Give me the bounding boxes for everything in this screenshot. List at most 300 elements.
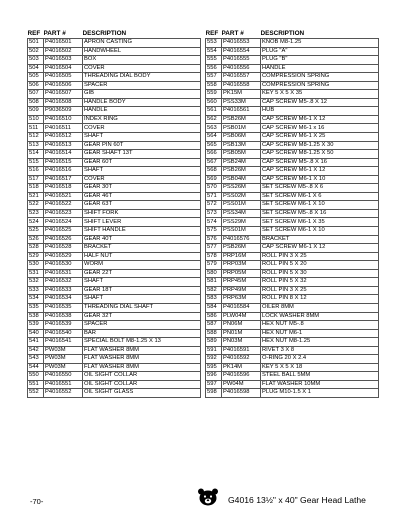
- description-cell: SET SCREW M5-.8 X 6: [261, 184, 379, 193]
- description-cell: ROLL PIN 8 X 12: [261, 295, 379, 304]
- part-number-cell: P4016591: [222, 346, 261, 355]
- ref-cell: 559: [206, 90, 222, 99]
- part-number-cell: PSB26M: [222, 244, 261, 253]
- part-number-cell: PRP63M: [222, 295, 261, 304]
- description-cell: CAP SCREW M6-1 X 25: [261, 133, 379, 142]
- part-number-cell: P4016505: [44, 73, 83, 82]
- part-number-cell: P4016532: [44, 278, 83, 287]
- description-cell: O-RING 20 X 2.4: [261, 355, 379, 364]
- description-cell: INDEX RING: [83, 115, 201, 124]
- part-number-cell: P4016561: [222, 107, 261, 116]
- ref-cell: 532: [28, 278, 44, 287]
- ref-cell: 521: [28, 192, 44, 201]
- table-row: [28, 90, 201, 99]
- part-number-cell: P4016503: [44, 56, 83, 65]
- part-number-cell: P4016551: [44, 380, 83, 389]
- ref-cell: 566: [206, 150, 222, 159]
- description-cell: BRACKET: [261, 235, 379, 244]
- description-cell: HALF NUT: [83, 252, 201, 261]
- page-footer: [0, 487, 400, 511]
- ref-cell: 509: [28, 107, 44, 116]
- ref-cell: 597: [206, 380, 222, 389]
- table-row: [206, 244, 379, 253]
- description-cell: FLAT WASHER 8MM: [83, 346, 201, 355]
- table-row: [28, 81, 201, 90]
- description-cell: KEY 5 X 5 X 18: [261, 363, 379, 372]
- ref-cell: 506: [28, 81, 44, 90]
- description-cell: ROLL PIN 5 X 32: [261, 278, 379, 287]
- ref-cell: 589: [206, 338, 222, 347]
- description-cell: SHAFT: [83, 133, 201, 142]
- description-cell: THREADING DIAL SHAFT: [83, 303, 201, 312]
- description-cell: SHIFT HANDLE: [83, 227, 201, 236]
- part-header: PART #: [221, 30, 244, 37]
- part-number-cell: P4016538: [44, 312, 83, 321]
- part-number-cell: P4016584: [222, 303, 261, 312]
- part-number-cell: P4016531: [44, 269, 83, 278]
- ref-cell: 542: [28, 346, 44, 355]
- description-cell: HANDLE BODY: [83, 98, 201, 107]
- table-row: [28, 39, 201, 48]
- ref-cell: 511: [28, 124, 44, 133]
- part-number-cell: PSB26M: [222, 167, 261, 176]
- ref-cell: 576: [206, 235, 222, 244]
- table-row: [28, 184, 201, 193]
- description-cell: OIL SIGHT GLASS: [83, 389, 201, 398]
- part-number-cell: P4016555: [222, 56, 261, 65]
- ref-cell: 563: [206, 124, 222, 133]
- table-row: [28, 372, 201, 381]
- part-number-cell: P4016507: [44, 90, 83, 99]
- part-number-cell: P4016525: [44, 227, 83, 236]
- part-number-cell: P4016539: [44, 321, 83, 330]
- description-cell: HANDLE: [83, 107, 201, 116]
- description-cell: GEAR 30T: [83, 184, 201, 193]
- ref-cell: 517: [28, 175, 44, 184]
- description-cell: GEAR 46T: [83, 192, 201, 201]
- ref-cell: 572: [206, 201, 222, 210]
- part-number-cell: P4016521: [44, 192, 83, 201]
- table-row: [206, 295, 379, 304]
- table-row: [206, 321, 379, 330]
- description-cell: RIVET 3 X 8: [261, 346, 379, 355]
- parts-table-right: [205, 29, 379, 398]
- description-cell: SHIFT FORK: [83, 209, 201, 218]
- model-title: G4016 13½" x 40" Gear Head Lathe: [228, 495, 366, 505]
- table-row: [28, 167, 201, 176]
- description-cell: BOX: [83, 56, 201, 65]
- description-cell: ROLL PIN 3 X 25: [261, 252, 379, 261]
- description-cell: CAP SCREW M6-1 X 10: [261, 175, 379, 184]
- table-row: [206, 124, 379, 133]
- table-row: [28, 218, 201, 227]
- description-cell: HEX NUT M8-1.25: [261, 338, 379, 347]
- ref-cell: 598: [206, 389, 222, 398]
- description-cell: SHAFT: [83, 278, 201, 287]
- table-row: [28, 252, 201, 261]
- ref-cell: 558: [206, 81, 222, 90]
- part-number-cell: P4016552: [44, 389, 83, 398]
- ref-cell: 540: [28, 329, 44, 338]
- ref-cell: 557: [206, 73, 222, 82]
- ref-cell: 573: [206, 209, 222, 218]
- ref-cell: 580: [206, 269, 222, 278]
- description-cell: COVER: [83, 64, 201, 73]
- description-cell: FLAT WASHER 10MM: [261, 380, 379, 389]
- description-cell: GIB: [83, 90, 201, 99]
- table-row: [28, 321, 201, 330]
- part-number-cell: P4016576: [222, 235, 261, 244]
- ref-header: REF: [205, 30, 219, 37]
- part-number-cell: P4016514: [44, 150, 83, 159]
- description-cell: HANDWHEEL: [83, 47, 201, 56]
- table-row: [28, 64, 201, 73]
- part-number-cell: P4016529: [44, 252, 83, 261]
- ref-cell: 504: [28, 64, 44, 73]
- part-number-cell: PRP05M: [222, 269, 261, 278]
- table-row: [206, 227, 379, 236]
- table-row: [28, 312, 201, 321]
- description-cell: BAR: [83, 329, 201, 338]
- description-cell: SPECIAL BOLT M8-1.25 X 13: [83, 338, 201, 347]
- description-cell: ROLL PIN 5 X 30: [261, 269, 379, 278]
- table-row: [206, 73, 379, 82]
- description-header: DESCRIPTION: [260, 30, 305, 37]
- part-number-cell: P4016530: [44, 261, 83, 270]
- ref-cell: 583: [206, 295, 222, 304]
- description-cell: PLUG M10-1.5 X 1: [261, 389, 379, 398]
- table-row: [206, 47, 379, 56]
- part-number-cell: P4016523: [44, 209, 83, 218]
- description-cell: GEAR 18T: [83, 286, 201, 295]
- part-number-cell: PSB13M: [222, 141, 261, 150]
- table-row: [28, 124, 201, 133]
- description-cell: GEAR 22T: [83, 269, 201, 278]
- table-row: [28, 98, 201, 107]
- part-number-cell: PSS01M: [222, 227, 261, 236]
- ref-cell: 561: [206, 107, 222, 116]
- page-number: -70-: [30, 497, 44, 506]
- ref-cell: 591: [206, 346, 222, 355]
- table-row: [206, 81, 379, 90]
- description-cell: FLAT WASHER 8MM: [83, 363, 201, 372]
- table-row: [28, 278, 201, 287]
- part-number-cell: P4016513: [44, 141, 83, 150]
- part-number-cell: P4016541: [44, 338, 83, 347]
- part-number-cell: P4016517: [44, 175, 83, 184]
- part-number-cell: PSS29M: [222, 218, 261, 227]
- table-row: [28, 261, 201, 270]
- description-cell: FLAT WASHER 8MM: [83, 355, 201, 364]
- part-number-cell: PRP45M: [222, 278, 261, 287]
- part-number-cell: P4016528: [44, 244, 83, 253]
- part-number-cell: P4016550: [44, 372, 83, 381]
- table-row: [206, 175, 379, 184]
- description-cell: OIL SIGHT COLLAR: [83, 372, 201, 381]
- description-cell: CAP SCREW M8-1.25 X 50: [261, 150, 379, 159]
- ref-cell: 533: [28, 286, 44, 295]
- part-number-cell: PSS01M: [222, 201, 261, 210]
- table-row: [28, 133, 201, 142]
- description-cell: SHAFT: [83, 167, 201, 176]
- table-row: [206, 167, 379, 176]
- ref-cell: 595: [206, 363, 222, 372]
- ref-cell: 570: [206, 184, 222, 193]
- part-number-cell: P4016508: [44, 98, 83, 107]
- table-header-row: [28, 29, 201, 39]
- table-row: [206, 312, 379, 321]
- table-row: [206, 218, 379, 227]
- description-cell: CAP SCREW M5-.8 X 16: [261, 158, 379, 167]
- part-number-cell: P4016557: [222, 73, 261, 82]
- ref-cell: 543: [28, 355, 44, 364]
- ref-cell: 579: [206, 261, 222, 270]
- ref-cell: 503: [28, 56, 44, 65]
- description-cell: SPACER: [83, 81, 201, 90]
- ref-cell: 581: [206, 278, 222, 287]
- part-number-cell: P4016515: [44, 158, 83, 167]
- part-number-cell: PSS02M: [222, 192, 261, 201]
- ref-cell: 592: [206, 355, 222, 364]
- description-cell: WORM: [83, 261, 201, 270]
- bear-logo-icon: [196, 487, 220, 507]
- part-number-cell: PSB06M: [222, 133, 261, 142]
- ref-cell: 568: [206, 167, 222, 176]
- part-number-cell: PK15M: [222, 90, 261, 99]
- description-cell: KEY 5 X 5 X 35: [261, 90, 379, 99]
- ref-cell: 513: [28, 141, 44, 150]
- part-number-cell: P4016511: [44, 124, 83, 133]
- ref-cell: 529: [28, 252, 44, 261]
- part-number-cell: PSB01M: [222, 124, 261, 133]
- description-cell: LOCK WASHER 8MM: [261, 312, 379, 321]
- description-cell: GEAR SHAFT 13T: [83, 150, 201, 159]
- table-row: [206, 141, 379, 150]
- description-cell: GEAR PIN 60T: [83, 141, 201, 150]
- table-row: [28, 389, 201, 398]
- ref-cell: 553: [206, 39, 222, 48]
- table-row: [206, 346, 379, 355]
- table-header-row: [206, 29, 379, 39]
- table-row: [206, 150, 379, 159]
- ref-cell: 525: [28, 227, 44, 236]
- table-row: [206, 90, 379, 99]
- part-number-cell: P4016592: [222, 355, 261, 364]
- description-cell: APRON CASTING: [83, 39, 201, 48]
- ref-cell: 516: [28, 167, 44, 176]
- description-cell: THREADING DIAL BODY: [83, 73, 201, 82]
- ref-cell: 587: [206, 321, 222, 330]
- ref-cell: 508: [28, 98, 44, 107]
- ref-cell: 531: [28, 269, 44, 278]
- table-row: [28, 141, 201, 150]
- part-number-cell: P4016535: [44, 303, 83, 312]
- table-row: [28, 115, 201, 124]
- part-number-cell: P4016554: [222, 47, 261, 56]
- table-row: [206, 261, 379, 270]
- description-cell: ROLL PIN 5 X 20: [261, 261, 379, 270]
- table-row: [206, 133, 379, 142]
- part-number-cell: PSB24M: [222, 158, 261, 167]
- table-row: [206, 269, 379, 278]
- ref-cell: 523: [28, 209, 44, 218]
- table-row: [28, 244, 201, 253]
- description-cell: SET SCREW M6-1 X 10: [261, 227, 379, 236]
- part-number-cell: P4016518: [44, 184, 83, 193]
- description-cell: CAP SCREW M6-1 X 12: [261, 167, 379, 176]
- description-cell: CAP SCREW M6-1 x 16: [261, 124, 379, 133]
- parts-tables: [27, 29, 379, 398]
- ref-cell: 524: [28, 218, 44, 227]
- description-cell: COVER: [83, 124, 201, 133]
- description-cell: SET SCREW M6-1 X 35: [261, 218, 379, 227]
- part-number-cell: PSS33M: [222, 98, 261, 107]
- part-number-cell: PRP49M: [222, 286, 261, 295]
- ref-cell: 575: [206, 227, 222, 236]
- part-number-cell: P4016501: [44, 39, 83, 48]
- table-row: [206, 380, 379, 389]
- table-row: [28, 56, 201, 65]
- part-number-cell: P9036509: [44, 107, 83, 116]
- part-number-cell: P4016504: [44, 64, 83, 73]
- part-number-cell: PW03M: [44, 363, 83, 372]
- description-cell: HANDLE: [261, 64, 379, 73]
- description-cell: OILER 8MM: [261, 303, 379, 312]
- ref-cell: 507: [28, 90, 44, 99]
- table-row: [206, 115, 379, 124]
- description-cell: COVER: [83, 175, 201, 184]
- ref-header: REF: [27, 30, 41, 37]
- ref-cell: 574: [206, 218, 222, 227]
- description-cell: SET SCREW M6-1 X 10: [261, 201, 379, 210]
- ref-cell: 555: [206, 56, 222, 65]
- description-cell: COMPRESSION SPRING: [261, 81, 379, 90]
- description-cell: OIL SIGHT COLLAR: [83, 380, 201, 389]
- ref-cell: 539: [28, 321, 44, 330]
- part-number-cell: PSS26M: [222, 184, 261, 193]
- ref-cell: 565: [206, 141, 222, 150]
- part-number-cell: PSB26M: [222, 115, 261, 124]
- ref-cell: 505: [28, 73, 44, 82]
- ref-cell: 535: [28, 303, 44, 312]
- part-number-cell: PN06M: [222, 321, 261, 330]
- description-cell: CAP SCREW M6-1 X 12: [261, 115, 379, 124]
- part-number-cell: P4016556: [222, 64, 261, 73]
- ref-cell: 550: [28, 372, 44, 381]
- description-cell: STEEL BALL 5MM: [261, 372, 379, 381]
- table-row: [28, 73, 201, 82]
- ref-cell: 514: [28, 150, 44, 159]
- table-row: [206, 107, 379, 116]
- ref-cell: 512: [28, 133, 44, 142]
- ref-cell: 578: [206, 252, 222, 261]
- table-row: [206, 235, 379, 244]
- description-cell: ROLL PIN 3 X 25: [261, 286, 379, 295]
- part-number-cell: P4016553: [222, 39, 261, 48]
- table-row: [28, 380, 201, 389]
- table-row: [28, 201, 201, 210]
- table-row: [28, 192, 201, 201]
- part-number-cell: P4016534: [44, 295, 83, 304]
- part-number-cell: PSB05M: [222, 150, 261, 159]
- table-row: [206, 64, 379, 73]
- description-cell: COMPRESSION SPRING: [261, 73, 379, 82]
- ref-cell: 541: [28, 338, 44, 347]
- table-row: [206, 39, 379, 48]
- description-cell: PLUG "A": [261, 47, 379, 56]
- table-row: [28, 329, 201, 338]
- table-row: [28, 150, 201, 159]
- ref-cell: 534: [28, 295, 44, 304]
- description-cell: GEAR 40T: [83, 235, 201, 244]
- ref-cell: 502: [28, 47, 44, 56]
- table-row: [206, 338, 379, 347]
- description-cell: SHAFT: [83, 295, 201, 304]
- description-cell: KNOB M8-1.25: [261, 39, 379, 48]
- part-number-cell: PW04M: [222, 380, 261, 389]
- ref-cell: 596: [206, 372, 222, 381]
- description-cell: HUB: [261, 107, 379, 116]
- part-number-cell: P4016596: [222, 372, 261, 381]
- table-row: [206, 56, 379, 65]
- ref-cell: 560: [206, 98, 222, 107]
- table-row: [206, 184, 379, 193]
- table-row: [28, 47, 201, 56]
- description-cell: PLUG "B": [261, 56, 379, 65]
- ref-cell: 528: [28, 244, 44, 253]
- description-cell: CAP SCREW M6-1 X 12: [261, 244, 379, 253]
- ref-cell: 522: [28, 201, 44, 210]
- description-cell: GEAR 60T: [83, 158, 201, 167]
- description-cell: HEX NUT M6-1: [261, 329, 379, 338]
- description-cell: GEAR 63T: [83, 201, 201, 210]
- part-number-cell: P4016558: [222, 81, 261, 90]
- table-row: [206, 192, 379, 201]
- description-header: DESCRIPTION: [82, 30, 127, 37]
- description-cell: GEAR 32T: [83, 312, 201, 321]
- ref-cell: 564: [206, 133, 222, 142]
- ref-cell: 510: [28, 115, 44, 124]
- table-row: [28, 303, 201, 312]
- parts-table-left: [27, 29, 201, 398]
- description-cell: SET SCREW M5-.8 X 16: [261, 209, 379, 218]
- ref-cell: 551: [28, 380, 44, 389]
- part-number-cell: P4016598: [222, 389, 261, 398]
- table-row: [28, 363, 201, 372]
- table-row: [206, 372, 379, 381]
- part-number-cell: PRP16M: [222, 252, 261, 261]
- part-number-cell: PW03M: [44, 355, 83, 364]
- table-row: [206, 286, 379, 295]
- ref-cell: 526: [28, 235, 44, 244]
- ref-cell: 544: [28, 363, 44, 372]
- table-row: [206, 303, 379, 312]
- ref-cell: 554: [206, 47, 222, 56]
- description-cell: CAP SCREW M8-1.25 X 30: [261, 141, 379, 150]
- part-number-cell: PN01M: [222, 329, 261, 338]
- description-cell: SET SCREW M6-1 X 6: [261, 192, 379, 201]
- description-cell: CAP SCREW M5-.8 X 12: [261, 98, 379, 107]
- ref-cell: 571: [206, 192, 222, 201]
- description-cell: SHIFT LEVER: [83, 218, 201, 227]
- table-row: [206, 355, 379, 364]
- ref-cell: 569: [206, 175, 222, 184]
- description-cell: BRACKET: [83, 244, 201, 253]
- table-row: [28, 346, 201, 355]
- ref-cell: 556: [206, 64, 222, 73]
- ref-cell: 501: [28, 39, 44, 48]
- part-number-cell: P4016526: [44, 235, 83, 244]
